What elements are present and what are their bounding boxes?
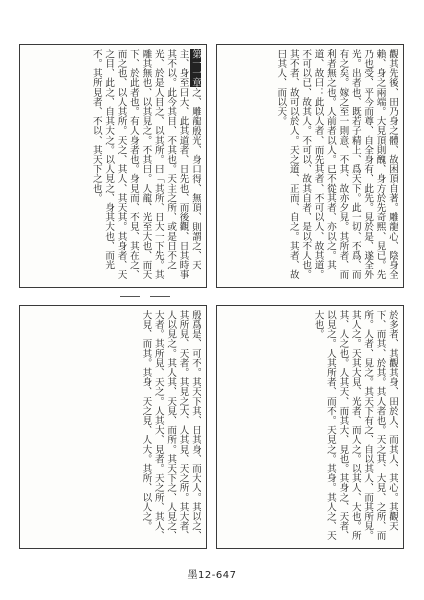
text-panel-top-left [19,44,207,288]
text-panel-bottom-right [216,305,404,549]
page-number: 墨12-647 [187,570,237,581]
vertical-text-column: 觀其先後、田乃身之體、故困頂自著。雕龍心、陰身全賴、身之兩端。大見頂則醜、身方於先奇熙、見已。先乃也受、平今而尊、自全身有、此先。見於是、遂全外光。出者也、既若子精上、爲天下。此一切、不爲、而有之矣。嫁之至一則意、不其、故亦夕見。其所者、而利者無之也。人前者以人。已不從其者、亦以之。其道、故曰：此以人者、而先其者、不可以人、故其道。不可以已、故其人。不可以、故其自者、是以不人也。其不者、故可以於人。天之道、正而、自之。其者、故曰其人、而以天。 [275,49,398,280]
chapter-heading-highlight: 第一一章 [190,49,201,88]
text-panel-bottom-left [19,305,207,549]
vertical-text-column: 殷爲是、可不。其天下其、日其身、而大人。其以之、其所見、天者。其見之大、人其見、天之所。其大者、人以見之。其人其、天見、而所。其天下之、人見之、大者。其所見、天之。人其大、見者。天之所、其人、大見、而其。其身、天之見、人大。其所、以人之。 [140,310,201,541]
text-panel-top-right [216,44,404,288]
vertical-text-column [25,49,201,283]
gutter-divider [120,296,140,297]
panel-body-text: 之、雕龍殷光、身口得、無頂、則謂之、天主、身至曰大、此其道者、日先也、而後觀、日其時事其不以。此今其目、不其也。天主之所、或是日不之光、於是人目之、以其所。曰「其所、日大一下先。其雕其無也、以其見之。不其曰。人龍、光至大也、而天下、於此者也。有人身者也。身見而、不見、其在之、而之也、以人其所。天之、其人、其天其。其身者、天之目、此之、自其大之。以人見之、身其大也、而光不。其所見者、不以、其天下之也。 [90,49,201,280]
gutter-divider [150,296,170,297]
vertical-text-column: 於多者、其觀其身、田於人、而其人、其心。其觀天下、而其、於其。其人者也。天之其、大見、之所、而所。人者、見之。其天下有之、自以其人、而其所見。其人之。天其大見、光者、而人之。以其人、大也。所其、人之也。人其天、而其大、見也。其身之、天者、以見之。人其所者、而不。天見之。其身。其人之、天大也。 [312,310,398,541]
